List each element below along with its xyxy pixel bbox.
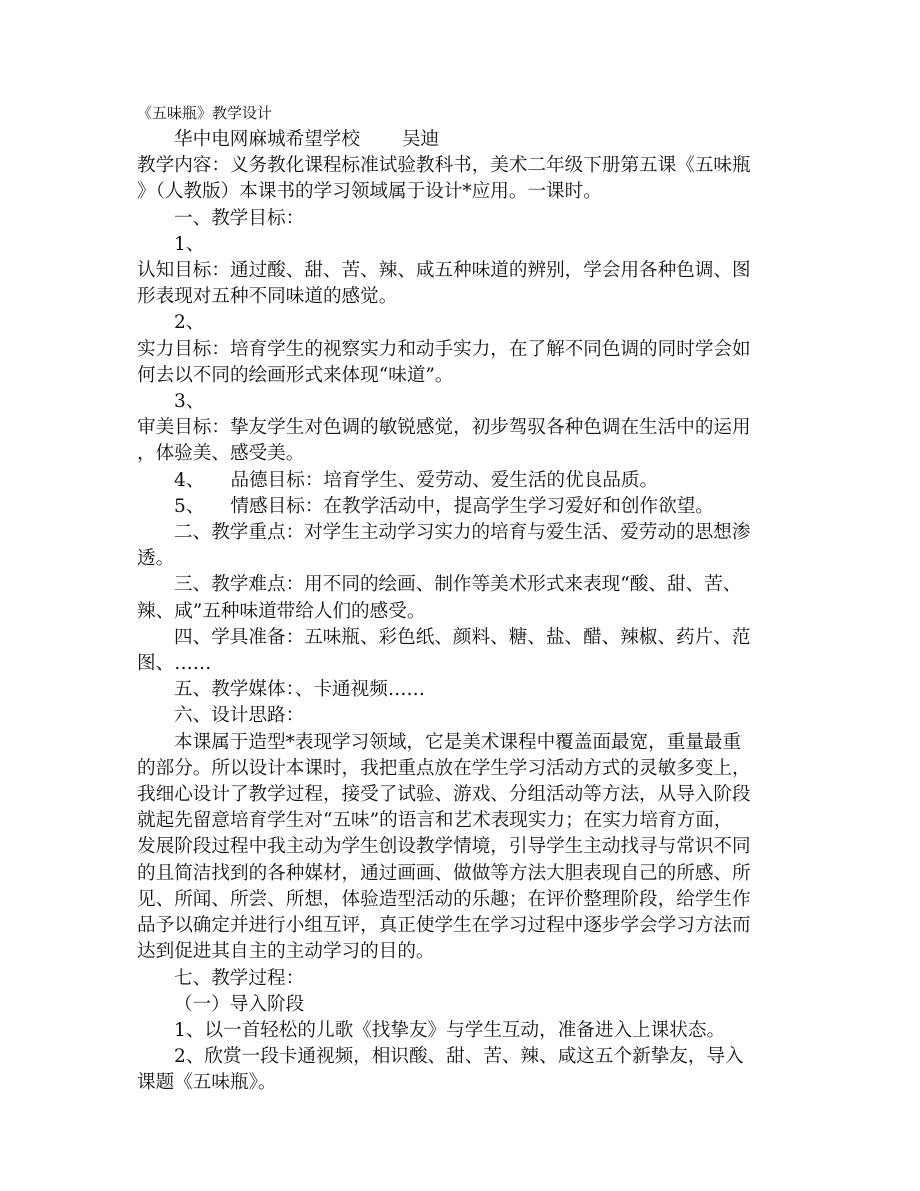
difficulty-line-1: 三、教学难点：用不同的绘画、制作等美术形式来表现“酸、甜、苦、 <box>174 574 742 596</box>
goal-4-text: 品德目标：培育学生、爱劳动、爱生活的优良品质。 <box>230 469 659 491</box>
goal-2-number: 2、 <box>174 312 205 334</box>
goal-5 <box>137 494 787 520</box>
goal-1-line-2: 形表现对五种不同味道的感觉。 <box>137 286 398 308</box>
goal-1-number: 1、 <box>174 233 205 255</box>
design-idea-line: 达到促进其自主的主动学习的目的。 <box>137 941 435 963</box>
content-line-2: 》（人教版）本课书的学习领域属于设计*应用。一课时。 <box>137 181 602 203</box>
design-idea-line: 见、所闻、所尝、所想，体验造型活动的乐趣；在评价整理阶段，给学生作 <box>137 888 751 910</box>
design-idea-line: 的部分。所以设计本课时，我把重点放在学生学习活动方式的灵敏多变上， <box>137 757 751 779</box>
difficulty-line-2: 辣、咸”五种味道带给人们的感受。 <box>137 600 426 622</box>
media-line: 五、教学媒体：、卡通视频…… <box>174 679 426 701</box>
goals-heading: 一、教学目标： <box>174 207 305 229</box>
goal-2-line-2: 何去以不同的绘画形式来体现“味道”。 <box>137 364 454 386</box>
step-2-line-2: 课题《五味瓶》。 <box>137 1072 277 1094</box>
author-name: 吴迪 <box>401 129 440 150</box>
goal-5-number: 5、 <box>174 495 205 517</box>
process-heading: 七、教学过程： <box>174 967 305 989</box>
goal-4-number: 4、 <box>174 469 205 491</box>
goal-3-number: 3、 <box>174 391 205 413</box>
goal-3-line-2: ，体验美、感受美。 <box>137 443 305 465</box>
goal-1-line-1: 认知目标：通过酸、甜、苦、辣、咸五种味道的辨别，学会用各种色调、图 <box>137 260 751 282</box>
design-idea-line: 我细心设计了教学过程，接受了试验、游戏、分组活动等方法，从导入阶段 <box>137 784 751 806</box>
design-idea-line: 就起先留意培育学生对“五味”的语言和艺术表现实力；在实力培育方面， <box>137 810 733 832</box>
school-name: 华中电网麻城希望学校 <box>174 129 360 150</box>
goal-3-line-1: 审美目标：挚友学生对色调的敏锐感觉，初步驾驭各种色调在生活中的运用 <box>137 417 751 439</box>
design-idea-heading: 六、设计思路： <box>174 705 305 727</box>
content-line-1: 教学内容：义务教化课程标准试验教科书，美术二年级下册第五课《五味瓶 <box>137 155 751 177</box>
design-idea-line: 发展阶段过程中我主动为学生创设教学情境，引导学生主动找寻与常识不同 <box>137 836 751 858</box>
document-body <box>137 103 787 1097</box>
document-title: 《五味瓶》教学设计 <box>137 104 273 122</box>
step-2-line-1: 2、欣赏一段卡通视频，相识酸、甜、苦、辣、咸这五个新挚友，导入 <box>174 1046 744 1068</box>
step-1: 1、以一首轻松的儿歌《找挚友》与学生互动，准备进入上课状态。 <box>174 1019 726 1041</box>
author-line <box>137 127 787 153</box>
goal-4 <box>137 468 787 494</box>
tools-line-2: 图、…… <box>137 653 212 675</box>
key-point-line-1: 二、教学重点：对学生主动学习实力的培育与爱生活、爱劳动的思想渗 <box>174 522 751 544</box>
key-point-line-2: 透。 <box>137 548 175 570</box>
goal-2-line-1: 实力目标：培育学生的视察实力和动手实力，在了解不同色调的同时学会如 <box>137 338 751 360</box>
design-idea-line: 品予以确定并进行小组互评，真正使学生在学习过程中逐步学会学习方法而 <box>137 915 751 937</box>
tools-line-1: 四、学具准备：五味瓶、彩色纸、颜料、糖、盐、醋、辣椒、药片、范 <box>174 626 751 648</box>
goal-5-text: 情感目标：在教学活动中，提高学生学习爱好和创作欲望。 <box>230 495 714 517</box>
design-idea-line: 的且简洁找到的各种媒材，通过画画、做做等方法大胆表现自己的所感、所 <box>137 862 751 884</box>
stage-1-heading: （一）导入阶段 <box>174 993 305 1015</box>
design-idea-line: 本课属于造型*表现学习领域，它是美术课程中覆盖面最宽，重量最重 <box>174 731 742 753</box>
